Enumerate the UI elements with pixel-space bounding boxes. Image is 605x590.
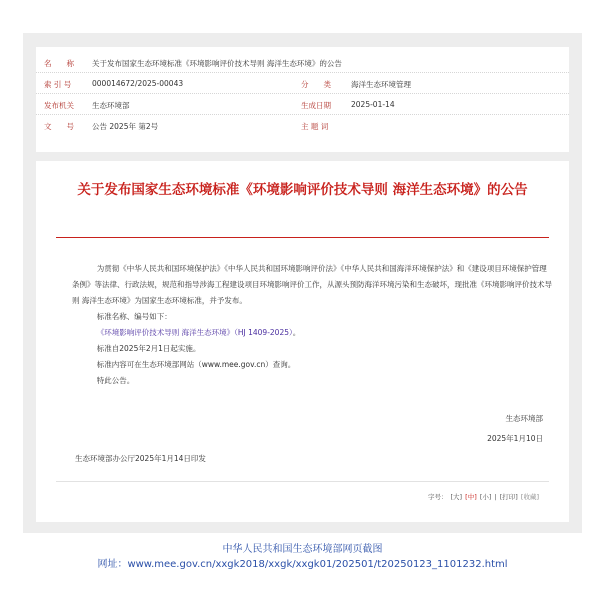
print-button[interactable]: [打印] <box>499 493 518 501</box>
meta-topic-label: 主 题 词 <box>301 122 329 131</box>
sign-date: 2025年1月10日 <box>487 434 543 443</box>
meta-doc-value: 公告 2025年 第2号 <box>92 122 159 131</box>
meta-issuer-label: 发布机关 <box>44 101 74 110</box>
font-control-separator: | <box>494 493 497 501</box>
font-size-label: 字号： <box>427 493 448 501</box>
paragraph-effective-date: 标准自2025年2月1日起实施。 <box>96 344 201 353</box>
meta-issuer-value: 生态环境部 <box>92 101 130 110</box>
font-size-small-button[interactable]: [小] <box>479 493 492 501</box>
meta-row-index <box>36 72 569 94</box>
meta-date-value: 2025-01-14 <box>351 100 395 109</box>
caption-title: 中华人民共和国生态环境部网页截图 <box>222 544 383 555</box>
paragraph-intro: 为贯彻《中华人民共和国环境保护法》《中华人民共和国环境影响评价法》《中华人民共和国海洋环境保护法》和《建设项目环境保护管理条例》等法律、行政法规，规范和指导涉海工程建设项目环境影响评价工作，从源头预防海洋环境污染和生态破坏，现批准《环境影响评价技术导则 海洋生态环境》为国家生态环境标准，并予发布。 <box>72 264 552 305</box>
font-size-controls <box>427 492 539 501</box>
meta-category-label: 分 类 <box>301 80 331 89</box>
paragraph-standard-list: 标准名称、编号如下： <box>96 312 172 321</box>
font-size-large-button[interactable]: [大] <box>450 493 463 501</box>
footer-divider <box>56 481 549 482</box>
meta-date-label: 生成日期 <box>301 101 331 110</box>
paragraph-website: 标准内容可在生态环境部网站（www.mee.gov.cn）查询。 <box>96 360 296 369</box>
meta-index-value: 000014672/2025-00043 <box>92 79 184 88</box>
meta-row-doc <box>36 114 569 135</box>
article-panel <box>36 161 569 522</box>
meta-name-label: 名 称 <box>44 59 74 68</box>
signer: 生态环境部 <box>505 414 543 423</box>
printed-note: 生态环境部办公厅2025年1月14日印发 <box>75 454 206 463</box>
meta-category-value: 海洋生态环境管理 <box>351 80 411 89</box>
standard-item-end: 。 <box>292 328 301 337</box>
meta-row-issuer <box>36 93 569 115</box>
article-title: 关于发布国家生态环境标准《环境影响评价技术导则 海洋生态环境》的公告 <box>77 182 528 198</box>
paragraph-standard-item <box>72 325 554 341</box>
favorite-button[interactable]: [收藏] <box>520 493 539 501</box>
caption-url: 网址：www.mee.gov.cn/xxgk2018/xxgk/xxgk01/202501/t20250123_1101232.html <box>97 559 508 570</box>
meta-doc-label: 文 号 <box>44 122 74 131</box>
document-metadata-table <box>36 47 569 152</box>
paragraph-closing: 特此公告。 <box>96 376 135 385</box>
font-size-medium-button[interactable]: [中] <box>465 493 477 501</box>
meta-index-label: 索 引 号 <box>44 80 72 89</box>
meta-name-value: 关于发布国家生态环境标准《环境影响评价技术导则 海洋生态环境》的公告 <box>92 59 342 68</box>
meta-row-name <box>36 51 569 73</box>
standard-link[interactable]: 《环境影响评价技术导则 海洋生态环境》（HJ 1409-2025） <box>96 328 293 337</box>
article-body <box>72 261 554 389</box>
title-divider <box>56 237 549 238</box>
